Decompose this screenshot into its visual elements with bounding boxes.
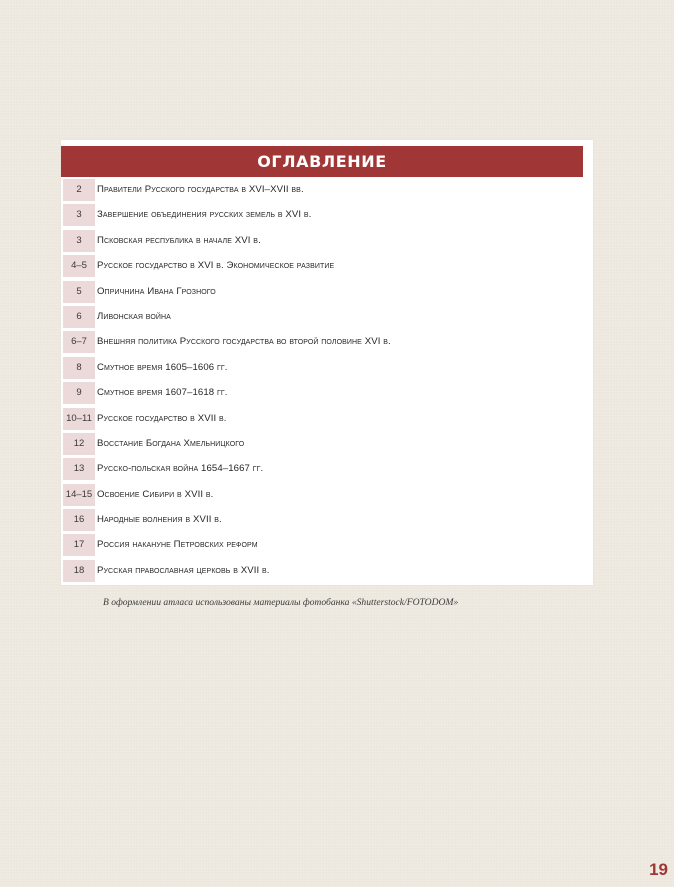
toc-entry[interactable] (61, 329, 593, 354)
toc-entry-title: Ливонская война (97, 310, 171, 322)
photo-credit: В оформлении атласа использованы материалы фотобанка «Shutterstock/FOTODOM» (103, 597, 459, 608)
toc-entry-title: Русское государство в XVII в. (97, 412, 227, 424)
toc-entry-page: 18 (63, 560, 95, 582)
toc-heading: ОГЛАВЛЕНИЕ (61, 146, 583, 177)
toc-entry[interactable] (61, 507, 593, 532)
toc-entry-title: Смутное время 1605–1606 гг. (97, 361, 228, 373)
toc-entry[interactable] (61, 279, 593, 304)
toc-entry-title: Россия накануне Петровских реформ (97, 539, 258, 551)
toc-entry-page: 17 (63, 534, 95, 556)
toc-entry-page: 4–5 (63, 255, 95, 277)
toc-entry[interactable] (61, 380, 593, 405)
toc-entry-page: 12 (63, 433, 95, 455)
toc-entry[interactable] (61, 304, 593, 329)
toc-entry-title: Смутное время 1607–1618 гг. (97, 387, 228, 399)
toc-entry[interactable] (61, 558, 593, 583)
toc-entry[interactable] (61, 456, 593, 481)
toc-entry[interactable] (61, 253, 593, 278)
toc-entry-title: Русское государство в XVI в. Экономическое развитие (97, 260, 335, 272)
toc-entry-title: Народные волнения в XVII в. (97, 514, 222, 526)
toc-entry-page: 10–11 (63, 408, 95, 430)
toc-entry-page: 3 (63, 230, 95, 252)
toc-entry-title: Освоение Сибири в XVII в. (97, 488, 214, 500)
toc-entry-title: Русско-польская война 1654–1667 гг. (97, 463, 264, 475)
toc-entry-page: 6 (63, 306, 95, 328)
toc-entry[interactable] (61, 406, 593, 431)
toc-entry-page: 9 (63, 382, 95, 404)
toc-entry[interactable] (61, 228, 593, 253)
table-of-contents (61, 140, 593, 585)
page-number: 19 (649, 860, 668, 879)
toc-entry-page: 6–7 (63, 331, 95, 353)
toc-entry-title: Русская православная церковь в XVII в. (97, 564, 270, 576)
toc-entry[interactable] (61, 202, 593, 227)
toc-entry[interactable] (61, 482, 593, 507)
toc-entry-title: Восстание Богдана Хмельницкого (97, 437, 245, 449)
toc-entry[interactable] (61, 177, 593, 202)
toc-entry-page: 13 (63, 458, 95, 480)
toc-entry-page: 5 (63, 281, 95, 303)
toc-entry-title: Правители Русского государства в XVI–XVII вв. (97, 184, 304, 195)
toc-entry-page: 3 (63, 204, 95, 226)
toc-entry[interactable] (61, 355, 593, 380)
toc-entry-title: Внешняя политика Русского государства во второй половине XVI в. (97, 336, 391, 348)
toc-list (61, 177, 593, 583)
toc-entry-title: Псковская республика в начале XVI в. (97, 234, 261, 246)
toc-entry-page: 2 (63, 179, 95, 201)
toc-entry[interactable] (61, 431, 593, 456)
toc-entry-page: 16 (63, 509, 95, 531)
toc-entry-page: 14–15 (63, 484, 95, 506)
toc-entry-title: Опричнина Ивана Грозного (97, 285, 216, 297)
toc-entry-page: 8 (63, 357, 95, 379)
toc-entry[interactable] (61, 532, 593, 557)
toc-entry-title: Завершение объединения русских земель в XVI в. (97, 209, 312, 221)
